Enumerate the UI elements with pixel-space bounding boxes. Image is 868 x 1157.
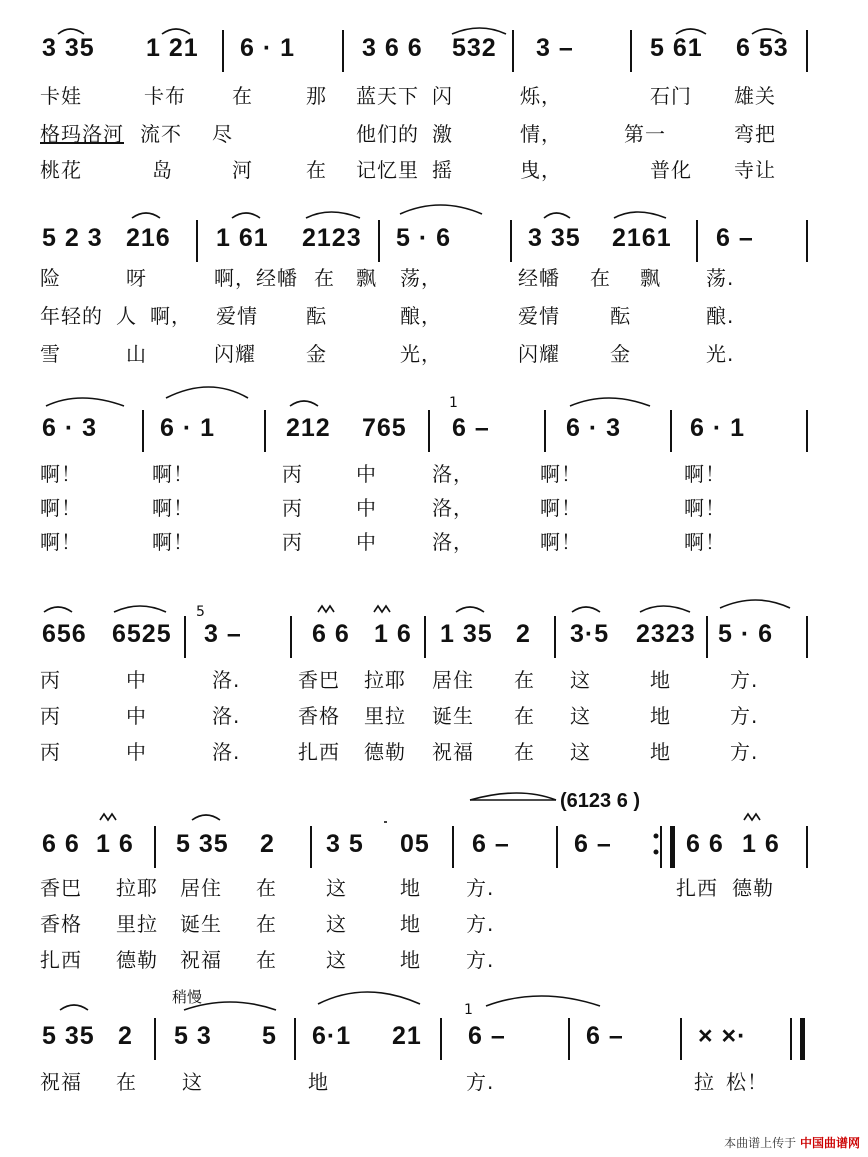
barline [806,826,808,868]
lyric: 啊， [150,304,192,328]
lyric: 岛 [152,158,173,182]
lyric: 激 [432,122,453,146]
barline [184,616,186,658]
lyric: 在 [256,948,277,972]
lyric-line-2 [0,300,868,330]
grace-note: 5 [196,604,205,620]
barline [310,826,312,868]
lyric: 那 [306,84,327,108]
note-group: 5 [262,1022,277,1050]
barline [544,410,546,452]
lyric: 飘 [356,266,377,290]
lyric-line-2 [0,700,868,730]
lyric: 酿， [400,304,442,328]
lyric: 酿. [706,304,735,328]
note-group: 765 [362,414,407,442]
barline [696,220,698,262]
lyric: 他们的 [356,122,419,146]
lyric: 啊！ [152,530,194,554]
lyric: 方. [466,912,495,936]
lyric: 卡布 [144,84,186,108]
lyric: 扎西 [676,876,718,900]
lyric: 经幡 [518,266,560,290]
barline [806,410,808,452]
footer-text: 本曲谱上传于 [724,1136,797,1150]
lyric: 祝福 [432,740,474,764]
lyric: 方. [730,668,759,692]
lyric: 地 [400,876,421,900]
note-group: 2161 [612,224,672,252]
lyric: 中 [356,496,377,520]
final-barline-thin [790,1018,792,1060]
lyric: 流不 [140,122,182,146]
lyric: 在 [590,266,611,290]
lyric: 这 [570,704,591,728]
site-footer [724,1134,860,1151]
lyric-line-1 [0,872,868,902]
note-group: 1 6 [96,830,134,858]
barline [428,410,430,452]
lyric: 雪 [40,342,61,366]
note-group: 6 – [452,414,490,442]
lyric: 扎西 [298,740,340,764]
lyric: 啊， [214,266,256,290]
note-group: 6 6 [42,830,80,858]
lyric: 酝 [610,304,631,328]
lyric: 这 [570,668,591,692]
lyric: 闪耀 [518,342,560,366]
lyric-line-3 [0,944,868,974]
barline [154,826,156,868]
lyric: 诞生 [432,704,474,728]
lyric: 啊！ [40,496,82,520]
note-group: 216 [126,224,171,252]
note-group: 6 – [472,830,510,858]
lyric: 这 [326,876,347,900]
note-group: 5 · 6 [396,224,452,252]
lyric: 啊！ [152,496,194,520]
lyric: 金 [610,342,631,366]
lyric: 地 [650,704,671,728]
notation-row [0,606,868,666]
note-group: 5 3 [174,1022,212,1050]
note-group: 3 – [536,34,574,62]
lyric: 香格 [40,912,82,936]
lyric: 光. [706,342,735,366]
note-group: 6 – [716,224,754,252]
lyric: 险 [40,266,61,290]
lyric: 方. [730,740,759,764]
lyric: 经幡 [256,266,298,290]
note-group: 5 35 [176,830,229,858]
lyric: 方. [466,948,495,972]
lyric: 第一 [624,122,666,146]
site-logo: 中国曲谱网 [799,1136,860,1150]
lyric: 在 [306,158,327,182]
note-group: 6525 [112,620,172,648]
lyric: 诞生 [180,912,222,936]
lyric: 啊！ [684,530,726,554]
lyric: 拉 [694,1070,715,1094]
lyric: 中 [126,668,147,692]
note-group: 6 – [574,830,612,858]
notation-row [0,20,868,80]
grace-note: 1 [464,1002,473,1018]
note-group: 1 6 [742,830,780,858]
lyric: 飘 [640,266,661,290]
lyric: 拉耶 [364,668,406,692]
lyric: 丙 [40,740,61,764]
lyric-line-1 [0,262,868,292]
lyric: 石门 [650,84,692,108]
barline [222,30,224,72]
note-group: 2 [260,830,275,858]
lyric: 曳， [520,158,562,182]
note-group: 2 [516,620,531,648]
lyric: 酝 [306,304,327,328]
lyric-line-2 [0,908,868,938]
lyric-line-1 [0,80,868,110]
lyric: 居住 [180,876,222,900]
lyric: 洛. [212,704,241,728]
lyric: 在 [514,704,535,728]
notation-row [0,210,868,270]
note-group: 532 [452,34,497,62]
barline [510,220,512,262]
note-group: 3 – [204,620,242,648]
notation-row [0,816,868,876]
lyric: 普化 [650,158,692,182]
note-group: 6 · 1 [240,34,296,62]
lyric: 人 [116,304,137,328]
barline [196,220,198,262]
lyric: 爱情 [518,304,560,328]
barline [554,616,556,658]
interlude-notation: (6123 6 ) [560,790,641,812]
barline [806,30,808,72]
note-group: 3·5 [570,620,610,648]
lyric: 这 [326,912,347,936]
lyric-line-3 [0,338,868,368]
lyric: 里拉 [116,912,158,936]
lyric: 弯把 [734,122,776,146]
lyric: 洛， [432,496,474,520]
note-group: 6 – [586,1022,624,1050]
lyric: 在 [232,84,253,108]
barline [264,410,266,452]
note-group: 5 2 3 [42,224,103,252]
note-group: 21 [392,1022,422,1050]
lyric: 在 [314,266,335,290]
note-group: 6 53 [736,34,789,62]
lyric: 河 [232,158,253,182]
note-group: × ×· [698,1022,747,1050]
lyric: 啊！ [540,530,582,554]
note-group: 1 21 [146,34,199,62]
lyric: 光， [400,342,442,366]
slur [486,996,600,1006]
note-group: 3 35 [528,224,581,252]
lyric: 在 [514,740,535,764]
lyric: 扎西 [40,948,82,972]
lyric: 荡. [706,266,735,290]
lyric: 爱情 [216,304,258,328]
lyric: 这 [182,1070,203,1094]
lyric: 中 [126,704,147,728]
note-group: 2 [118,1022,133,1050]
lyric: 金 [306,342,327,366]
barline [568,1018,570,1060]
lyric: 方. [730,704,759,728]
lyric: 啊！ [40,462,82,486]
lyric: 香巴 [298,668,340,692]
slur [166,387,248,398]
lyric: 方. [466,876,495,900]
lyric: 中 [356,530,377,554]
notation-row [0,400,868,460]
barline [670,410,672,452]
lyric: 地 [400,948,421,972]
lyric: 桃花 [40,158,82,182]
note-group: 5 · 6 [718,620,774,648]
lyric: 松！ [726,1070,768,1094]
lyric: 香格 [298,704,340,728]
barline [806,616,808,658]
lyric: 祝福 [40,1070,82,1094]
barline [290,616,292,658]
barline [378,220,380,262]
lyric: 山 [126,342,147,366]
barline [142,410,144,452]
lyric-line-1 [0,458,868,488]
lyric: 丙 [40,668,61,692]
note-group: 6·1 [312,1022,352,1050]
lyric: 啊！ [684,462,726,486]
barline [680,1018,682,1060]
barline [556,826,558,868]
slur [318,992,420,1004]
barline [512,30,514,72]
slur [470,793,556,800]
barline [706,616,708,658]
lyric: 啊！ [684,496,726,520]
lyric-line-1 [0,664,868,694]
lyric: 啊！ [540,462,582,486]
final-barline-thick [800,1018,805,1060]
lyric-line-3 [0,736,868,766]
grace-note: 1 [449,395,458,411]
lyric: 尽 [212,122,233,146]
note-group: 3 5 [326,830,364,858]
lyric: 洛. [212,740,241,764]
note-group: 3 6 6 [362,34,423,62]
lyric: 闪 [432,84,453,108]
barline [806,220,808,262]
barline [452,826,454,868]
lyric: 在 [514,668,535,692]
lyric-line-3 [0,154,868,184]
lyric: 格玛洛河 [40,122,124,146]
lyric: 蓝天下 [356,84,419,108]
note-group: 2123 [302,224,362,252]
note-group: 1 6 [374,620,412,648]
lyric: 洛. [212,668,241,692]
lyric: 德勒 [364,740,406,764]
lyric: 丙 [282,530,303,554]
barline [154,1018,156,1060]
lyric: 啊！ [540,496,582,520]
note-group: 6 · 3 [42,414,98,442]
barline [440,1018,442,1060]
note-group: 6 6 [686,830,724,858]
lyric: 德勒 [732,876,774,900]
note-group: 05 [400,830,430,858]
note-group: 6 · 1 [690,414,746,442]
note-group: 6 – [468,1022,506,1050]
lyric: 丙 [282,496,303,520]
lyric: 在 [256,912,277,936]
lyric: 地 [400,912,421,936]
lyric: 地 [650,668,671,692]
lyric: 地 [650,740,671,764]
lyric: 洛， [432,530,474,554]
note-group: 3 35 [42,34,95,62]
lyric: 里拉 [364,704,406,728]
lyric: 祝福 [180,948,222,972]
lyric: 在 [116,1070,137,1094]
notation-row [0,1008,868,1068]
lyric: 地 [308,1070,329,1094]
lyric: 香巴 [40,876,82,900]
lyric: 中 [126,740,147,764]
lyric-line-1 [0,1066,868,1096]
lyric: 呀 [126,266,147,290]
lyric: 丙 [40,704,61,728]
lyric-line-2 [0,492,868,522]
note-group: 6 · 1 [160,414,216,442]
note-group: 1 35 [440,620,493,648]
lyric: 这 [326,948,347,972]
note-group: 656 [42,620,87,648]
lyric-line-2 [0,118,868,148]
note-group: 5 35 [42,1022,95,1050]
lyric: 荡， [400,266,442,290]
lyric: 闪耀 [214,342,256,366]
barline [294,1018,296,1060]
note-group: 5 61 [650,34,703,62]
lyric: 丙 [282,462,303,486]
repeat-end-barline [660,826,662,868]
note-group: 2323 [636,620,696,648]
lyric: 记忆里 [356,158,419,182]
note-group: 6 · 3 [566,414,622,442]
lyric: 啊！ [152,462,194,486]
lyric: 洛， [432,462,474,486]
lyric: 雄关 [734,84,776,108]
lyric: 方. [466,1070,495,1094]
lyric: 啊！ [40,530,82,554]
note-group: 212 [286,414,331,442]
barline [424,616,426,658]
lyric: 居住 [432,668,474,692]
lyric: 寺让 [734,158,776,182]
lyric-line-3 [0,526,868,556]
lyric: 这 [570,740,591,764]
lyric: 拉耶 [116,876,158,900]
lyric: 卡娃 [40,84,82,108]
lyric: 情， [520,122,562,146]
tempo-marking: 稍慢 [172,988,203,1006]
lyric: 烁， [520,84,562,108]
barline [342,30,344,72]
note-group: 1 61 [216,224,269,252]
repeat-end-thick-barline [670,826,675,868]
lyric: 年轻的 [40,304,103,328]
note-group: 6 6 [312,620,350,648]
barline [630,30,632,72]
lyric: 摇 [432,158,453,182]
lyric: 在 [256,876,277,900]
lyric: 德勒 [116,948,158,972]
lyric: 中 [356,462,377,486]
